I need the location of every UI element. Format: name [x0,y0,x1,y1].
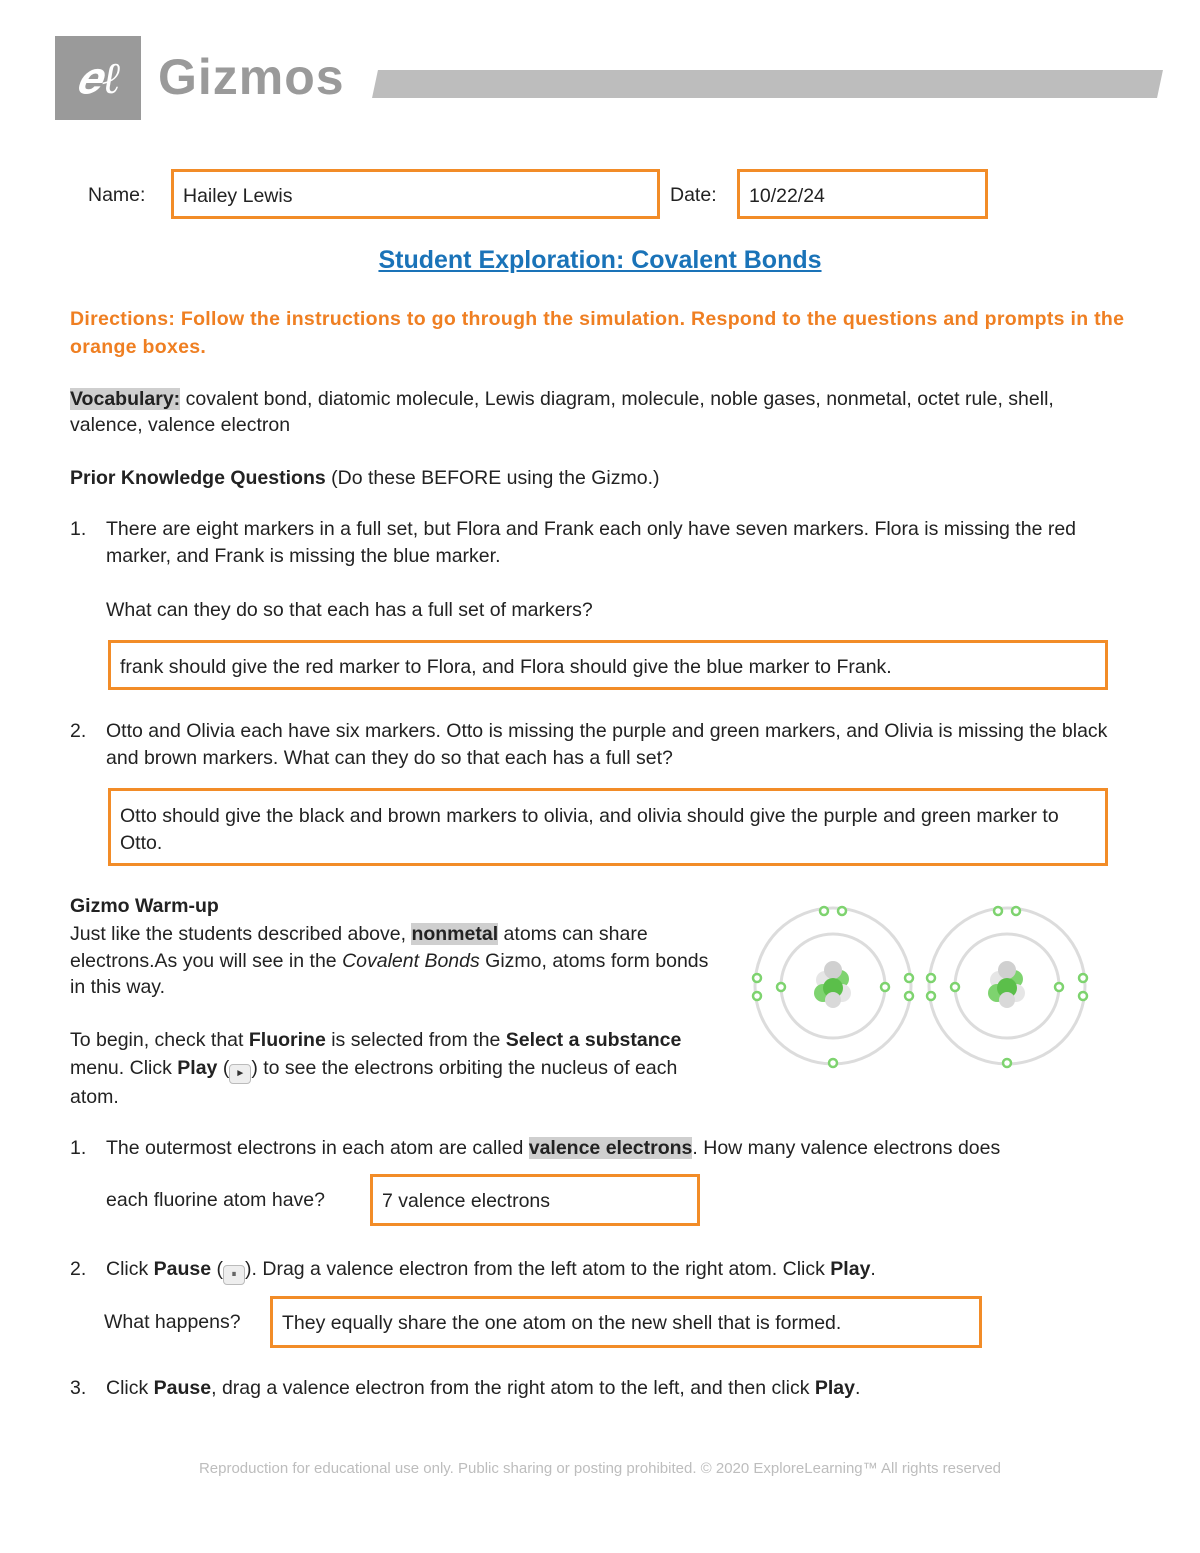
left-nucleus [814,961,851,1008]
pause-term: Pause [153,1258,212,1280]
right-atom [927,907,1087,1067]
vocabulary [70,386,1130,438]
warmup-p1-b: atoms can share electrons.As you will see in the [70,923,648,972]
wu-q3-text-c: , drag a valence electron from the right atom to the left, and then click [211,1377,815,1399]
wu-q2-text-a: Click [106,1258,154,1280]
pk-q2-number: 2. [70,720,87,742]
directions: Directions: Follow the instructions to go through the simulation. Respond to the questions and prompts in the orange boxes. [70,308,1125,358]
warmup-p2-d: menu. Click [70,1056,178,1079]
pk-q1-text: There are eight markers in a full set, but Flora and Frank each only have seven markers. Flora is missing the red marker, and Frank is missing the blue marker. [106,518,1077,567]
wu-q2-number: 2. [70,1258,87,1280]
logo-text: 𝒆ℓ [76,52,120,104]
wu-q1-answer-box[interactable] [370,1174,700,1226]
page-title: Student Exploration: Covalent Bonds [378,246,822,274]
pause-term-2: Pause [153,1377,212,1399]
wu-q1-number: 1. [70,1137,87,1159]
wu-q2-answer: They equally share the one atom on the new shell that is formed. [282,1312,842,1334]
wu-q1-answer: 7 valence electrons [382,1190,551,1212]
warmup-paragraph-2 [70,1027,720,1111]
pk-q2-answer-box[interactable] [108,788,1108,866]
play-term: Play [177,1056,218,1079]
play-term-2: Play [830,1258,871,1280]
wu-q1-prompt: each fluorine atom have? [106,1189,325,1211]
name-label: Name: [88,184,146,206]
date-value: 10/22/24 [749,185,825,207]
name-field[interactable] [171,169,660,219]
play-term-3: Play [814,1377,855,1399]
pk-q2-text: Otto and Olivia each have six markers. Otto is missing the purple and green markers, and Olivia is missing the black and brown markers. What can they do so that each has a full set? [106,720,1108,769]
pk-q1-answer-box[interactable] [108,640,1108,690]
nonmetal-highlight: nonmetal [411,923,499,945]
wu-q2-answer-box[interactable] [270,1296,982,1348]
fluorine-term: Fluorine [248,1029,326,1051]
warmup-p1-a: Just like the students described above, [70,923,412,945]
wu-q3-number: 3. [70,1377,87,1399]
wu-q2-text [106,1256,1136,1285]
footer-copyright: Reproduction for educational use only. Public sharing or posting prohibited. © 2020 ExploreLearning™ All rights reserved [198,1460,1002,1477]
wu-q2-text-e: . [870,1258,876,1280]
wu-q3-text-a: Click [106,1377,154,1399]
wu-q2-prompt: What happens? [104,1311,241,1333]
wu-q1-text-a: The outermost electrons in each atom are called [106,1137,529,1159]
warmup-p2-a: To begin, check that [70,1029,249,1051]
wu-q1-text-b: . How many valence electrons does [692,1137,1001,1159]
brand-name: Gizmos [158,49,345,105]
play-icon: ► [229,1064,251,1084]
pk-q1-number: 1. [70,518,87,540]
vocabulary-label: Vocabulary: [70,388,181,410]
wu-q2-text-d: ). Drag a valence electron from the left atom to the right atom. Click [245,1258,831,1280]
pk-q1-answer: frank should give the red marker to Flora, and Flora should give the blue marker to Frank. [120,656,892,678]
valence-electrons-highlight: valence electrons [528,1137,693,1159]
pk-q1-prompt: What can they do so that each has a full set of markers? [106,599,593,621]
prior-knowledge-subtitle: (Do these BEFORE using the Gizmo.) [325,467,660,489]
wu-q3-text-d: . [855,1377,861,1399]
right-nucleus [988,961,1025,1008]
prior-knowledge-heading [70,465,1130,491]
warmup-p2-c: is selected from the [325,1029,506,1051]
fluorine-atoms-diagram [745,900,1105,1075]
pause-icon: ⏸ [223,1265,245,1285]
date-field[interactable] [737,169,988,219]
warmup-p1-c: Gizmo, atoms form bonds in this way. [70,949,709,998]
wu-q1-text [106,1135,1136,1162]
pk-q2-answer: Otto should give the black and brown markers to olivia, and olivia should give the purple and green marker to Otto. [120,805,1059,854]
el-logo-icon [55,36,141,120]
gizmo-name: Covalent Bonds [342,949,480,972]
brand-bar [372,70,1163,98]
left-atom [753,907,913,1067]
prior-knowledge-title: Prior Knowledge Questions [70,467,326,489]
warmup-paragraph-1 [70,921,720,1001]
date-label: Date: [670,184,717,206]
warmup-heading: Gizmo Warm-up [70,895,219,917]
wu-q2-text-c: ( [211,1258,224,1280]
name-value: Hailey Lewis [183,185,293,207]
warmup-p2-f: ) to see the electrons orbiting the nucleus of each atom. [70,1056,678,1108]
vocabulary-text: covalent bond, diatomic molecule, Lewis diagram, molecule, noble gases, nonmetal, octet rule, shell, valence, valence electron [70,388,1054,436]
warmup-p2-e: ( [217,1056,230,1079]
select-substance-term: Select a substance [505,1029,682,1051]
wu-q3-text [106,1375,1136,1402]
